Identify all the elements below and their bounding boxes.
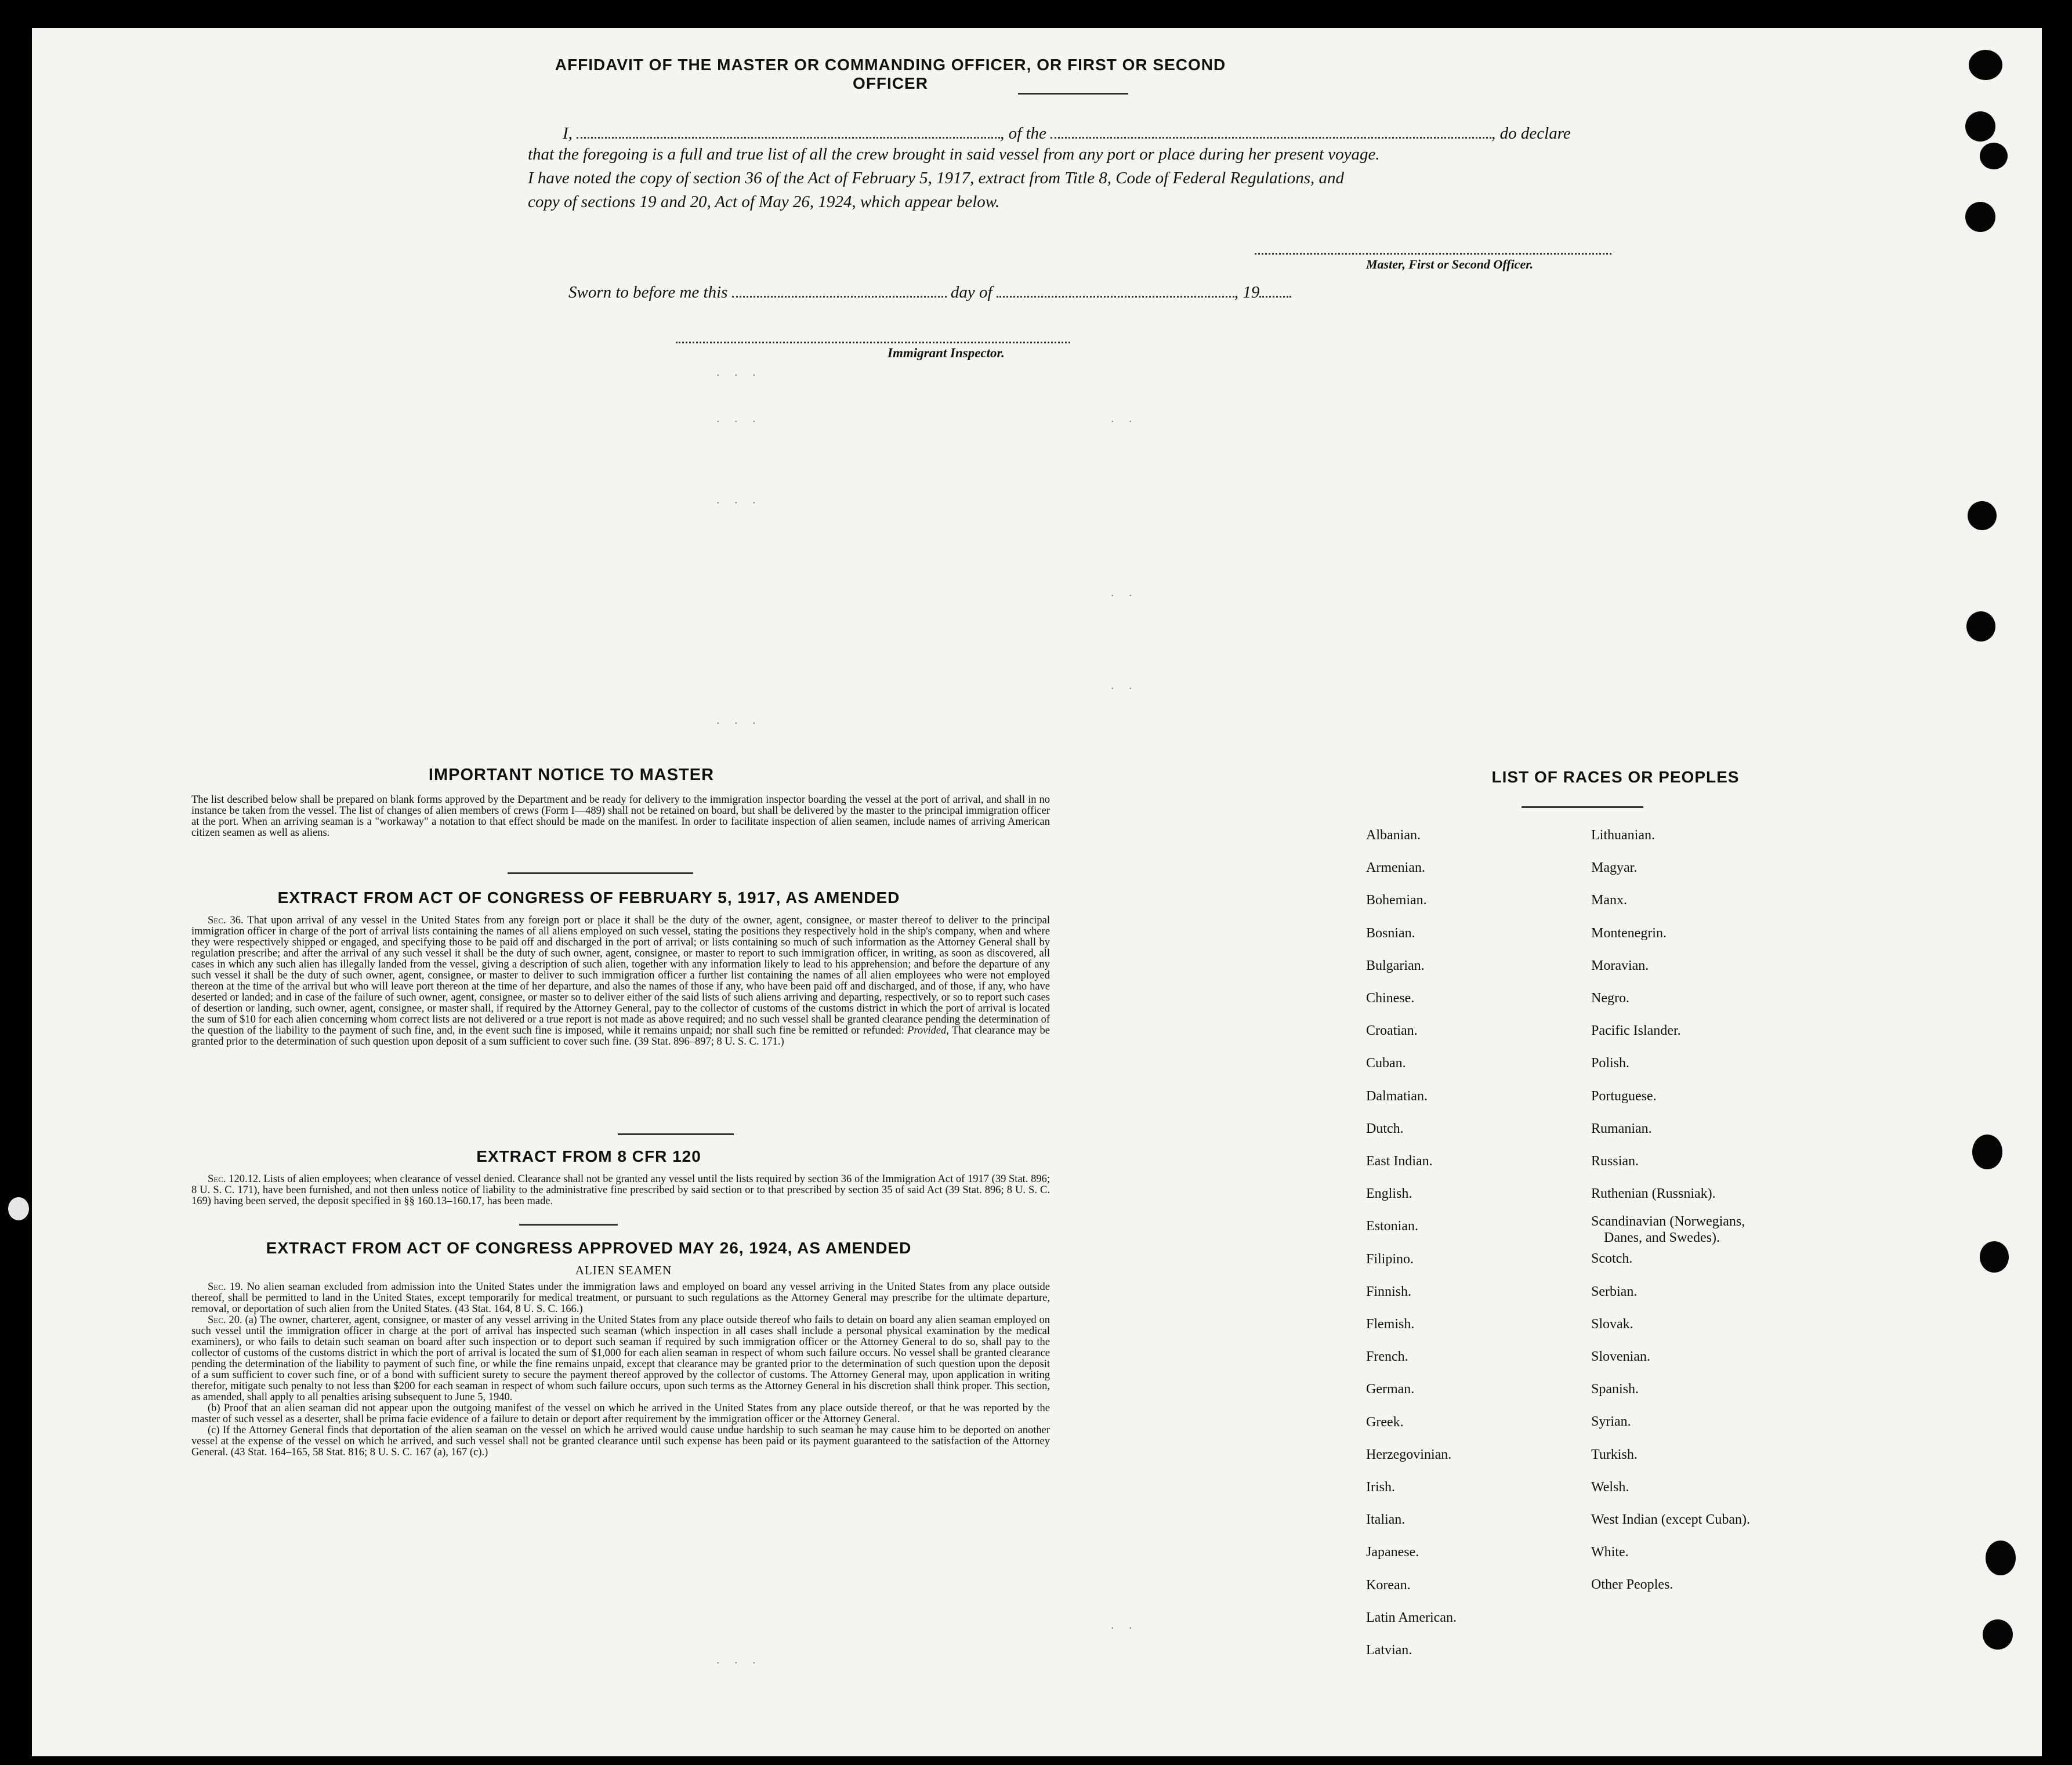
sworn-year-label: , 19 xyxy=(1234,283,1260,302)
race-item: Manx. xyxy=(1591,893,1627,908)
race-item: Slovenian. xyxy=(1591,1349,1650,1365)
race-item: Finnish. xyxy=(1366,1284,1412,1299)
race-item: Serbian. xyxy=(1591,1284,1638,1299)
race-item: Latin American. xyxy=(1366,1610,1457,1625)
punch-hole xyxy=(1965,111,1995,142)
race-item: Italian. xyxy=(1366,1512,1406,1528)
race-item: Montenegrin. xyxy=(1591,925,1667,941)
race-item: Dutch. xyxy=(1366,1121,1404,1136)
race-item: Pacific Islander. xyxy=(1591,1023,1681,1039)
race-item: Bosnian. xyxy=(1366,925,1415,941)
race-item: Polish. xyxy=(1591,1056,1630,1071)
race-item: Bohemian. xyxy=(1366,893,1427,908)
race-item: Turkish. xyxy=(1591,1447,1638,1462)
race-item: Rumanian. xyxy=(1591,1121,1652,1136)
sec-36-label: Sec. 36. xyxy=(208,915,244,926)
race-item: French. xyxy=(1366,1349,1408,1365)
declare-label: , do declare xyxy=(1491,124,1571,143)
race-item-scandinavian xyxy=(1591,1210,1750,1246)
punch-hole xyxy=(1972,1135,2002,1169)
sec-20a-paragraph xyxy=(191,1315,1050,1403)
races-column-1 xyxy=(1366,819,1457,1666)
scandinavian-line-2: Danes, and Swedes). xyxy=(1604,1230,1720,1246)
show-through-dots-2: . . . xyxy=(716,411,762,425)
punch-hole xyxy=(1983,1619,2013,1650)
declarant-prefix: I, xyxy=(563,124,573,143)
declaration-line-4: copy of sections 19 and 20, Act of May 26, 1924, which appear below. xyxy=(528,193,1000,211)
scandinavian-line-1: Scandinavian (Norwegians, xyxy=(1591,1214,1745,1230)
race-item: Spanish. xyxy=(1591,1382,1639,1397)
race-item: Other Peoples. xyxy=(1591,1577,1673,1593)
race-item: Flemish. xyxy=(1366,1317,1415,1332)
provided-word: Provided, xyxy=(907,1025,949,1036)
show-through-dots-1: . . . xyxy=(716,364,762,379)
race-item: Moravian. xyxy=(1591,958,1649,973)
declaration-line-2: that the foregoing is a full and true list of all the crew brought in said vessel from any port or place during her present voyage. xyxy=(528,145,1380,164)
sworn-date-field[interactable] xyxy=(732,280,947,298)
alien-seamen-subheading: ALIEN SEAMEN xyxy=(575,1263,672,1277)
race-item: Portuguese. xyxy=(1591,1088,1657,1104)
race-item: Cuban. xyxy=(1366,1056,1406,1071)
sworn-line xyxy=(568,280,1291,302)
race-item: Irish. xyxy=(1366,1480,1395,1495)
sec-19-label: Sec. 19. xyxy=(208,1281,244,1293)
race-item: White. xyxy=(1591,1545,1629,1560)
race-item: Greek. xyxy=(1366,1414,1404,1430)
extract-1924-body xyxy=(191,1282,1050,1458)
race-item: Syrian. xyxy=(1591,1414,1631,1430)
vessel-name-field[interactable] xyxy=(1051,121,1491,139)
affidavit-heading: AFFIDAVIT OF THE MASTER OR COMMANDING OFFICER, OR FIRST OR SECOND OFFICER xyxy=(555,56,1226,92)
form-page xyxy=(32,28,2042,1756)
race-item: English. xyxy=(1366,1186,1412,1202)
race-item: Japanese. xyxy=(1366,1545,1419,1560)
of-the-label: , of the xyxy=(1000,124,1046,143)
show-through-dots-3: . . . xyxy=(716,492,762,506)
sec-19-text: No alien seaman excluded from admission into the United States under the immigration laws and employed on board any vessel arriving in the United States from any place outside thereof, shall be permitted to land in the United States, except temporarily for medical treatment, or pursuant to such regulations as the Attorney General may prescribe for the ultimate departure, removal, or deportation of such alien from the United States. (43 Stat. 164, 8 U. S. C. 166.) xyxy=(191,1281,1050,1315)
sec-20-label: Sec. 20. xyxy=(208,1314,242,1326)
race-item: Chinese. xyxy=(1366,991,1415,1006)
extract-1917-body xyxy=(191,915,1050,1048)
sworn-year-field[interactable] xyxy=(1259,280,1291,298)
sec-19-paragraph xyxy=(191,1282,1050,1315)
race-item: Lithuanian. xyxy=(1591,828,1655,843)
declaration-line-3: I have noted the copy of section 36 of the Act of February 5, 1917, extract from Title 8, Code of Federal Regulations, and xyxy=(528,169,1345,187)
race-item: Scotch. xyxy=(1591,1251,1633,1267)
show-through-dots-4: . . . xyxy=(716,712,762,727)
sec-36-text: That upon arrival of any vessel in the United States from any foreign port or place it shall be the duty of the owner, agent, consignee, or master thereof to deliver to the principal immigration officer in charge of the port of arrival lists containing the names of all aliens employed on such vessel, stating the positions they respectively hold in the ship's company, when and where they were respectively shipped or engaged, and specifying those to be paid off and discharged in the port of arrival; or lists containing so much of such information as the Attorney General shall by regulation prescribe; and after the arrival of any such vessel it shall be the duty of such owner, agent, consignee, or master to report to such immigration officer, in writing, as soon as discovered, all cases in which any such alien has illegally landed from the vessel, giving a description of such alien, together with any information likely to lead to his apprehension; and before the departure of any such vessel it shall be the duty of such owner, agent, consignee, or master to deliver to such immigration officer a further list containing the names of all alien employees who were not employed thereon at the time of the arrival but who will leave port thereon at the time of her departure, and also the names of those if any, who have been paid off and discharged, and of those, if any, who have deserted or landed; and in case of the failure of such owner, agent, consignee, or master so to deliver either of the said lists of such aliens arriving and departing, respectively, or so to report such cases of desertion or landing, such owner, agent, consignee, or master shall, if required by the Attorney General, pay to the collector of customs of the customs district in which the port of arrival is located the sum of $10 for each alien concerning whom correct lists are not delivered or a true report is not made as above required; and no such vessel shall be granted clearance pending the determination of the question of the liability to the payment of such fine, and, in the event such fine is imposed, while it remains unpaid; nor shall such fine be remitted or refunded: xyxy=(191,915,1050,1036)
race-item: Croatian. xyxy=(1366,1023,1418,1039)
race-item: Ruthenian (Russniak). xyxy=(1591,1186,1716,1202)
extract-1917-heading: EXTRACT FROM ACT OF CONGRESS OF FEBRUARY 5, 1917, AS AMENDED xyxy=(277,889,900,907)
race-item: German. xyxy=(1366,1382,1415,1397)
punch-hole xyxy=(1968,501,1997,530)
race-item: East Indian. xyxy=(1366,1154,1433,1169)
races-column-2 xyxy=(1591,819,1750,1601)
extract-1917-rule xyxy=(618,1133,734,1135)
left-edge-hole xyxy=(8,1197,29,1220)
notice-rule xyxy=(508,872,693,874)
races-heading: LIST OF RACES OR PEOPLES xyxy=(1491,768,1740,786)
master-signature-line[interactable] xyxy=(1255,253,1611,255)
show-through-dots-6: . . xyxy=(1111,585,1138,599)
punch-hole xyxy=(1965,202,1995,232)
race-item: Dalmatian. xyxy=(1366,1088,1428,1104)
extract-cfr-body xyxy=(191,1174,1050,1207)
sec-20c-paragraph: (c) If the Attorney General finds that deportation of the alien seaman on the vessel on which he arrived would cause undue hardship to such seaman he may cause him to be deported on another vessel at the expense of the vessel on which he arrived, and such vessel shall not be granted clearance until such expense has been paid or its payment guaranteed to the satisfaction of the Attorney General. (43 Stat. 164–165, 58 Stat. 816; 8 U. S. C. 167 (a), 167 (c).) xyxy=(191,1425,1050,1458)
race-item: Armenian. xyxy=(1366,860,1425,876)
show-through-dots-8: . . xyxy=(1111,1617,1138,1632)
race-item: Negro. xyxy=(1591,991,1629,1006)
show-through-dots-5: . . xyxy=(1111,411,1138,425)
extract-1924-heading: EXTRACT FROM ACT OF CONGRESS APPROVED MAY 26, 1924, AS AMENDED xyxy=(266,1239,912,1257)
race-item: Estonian. xyxy=(1366,1219,1418,1234)
master-signature-label: Master, First or Second Officer. xyxy=(1366,257,1534,271)
race-item: Bulgarian. xyxy=(1366,958,1425,973)
race-item: Magyar. xyxy=(1591,860,1638,876)
extract-cfr-rule xyxy=(519,1224,618,1226)
sec-120-label: Sec. 120.12. xyxy=(208,1173,261,1185)
punch-hole xyxy=(1969,50,2002,80)
sec-20a-text: (a) The owner, charterer, agent, consignee, or master of any vessel arriving in the United States from any place outside thereof who fails to detain on board any alien seaman employed on such vessel until the immigration officer in charge at the port of arrival has inspected such seaman (which inspection in all cases shall include a personal physical examination by the medical examiners), or who fails to detain such seaman on board after such inspection or to deport such seaman if required by such immigration officer or the Attorney General to do so, shall pay to the collector of customs of the customs district in which the port of arrival is located the sum of $1,000 for each alien seaman in respect of whom such failure occurs. No vessel shall be granted clearance pending the determination of the liability to payment of such fine, or while the fine remains unpaid, except that clearance may be granted prior to the determination of such question upon the deposit of a sum sufficient to cover such fine, or of a bond with sufficient surety to secure the payment thereof approved by the collector of customs. The Attorney General may, upon application in writing therefor, mitigate such penalty to not less than $200 for each seaman in respect of whom such failure occurs, upon such terms as the Attorney General in his discretion shall think proper. This section, as amended, shall apply to all penalties arising subsequent to June 5, 1940. xyxy=(191,1314,1051,1403)
sec-36-text-end: That clearance may be granted prior to the determination of such question upon deposit of a sum sufficient to cover such fine. (39 Stat. 896–897; 8 U. S. C. 171.) xyxy=(191,1025,1051,1048)
race-item: Russian. xyxy=(1591,1154,1639,1169)
affidavit-heading-rule xyxy=(1018,93,1128,95)
show-through-dots-7: . . xyxy=(1111,677,1138,692)
extract-cfr-heading: EXTRACT FROM 8 CFR 120 xyxy=(476,1147,701,1165)
race-item: Albanian. xyxy=(1366,828,1421,843)
declarant-name-field[interactable] xyxy=(577,121,1000,139)
punch-hole xyxy=(1980,1241,2009,1273)
declaration-line-1 xyxy=(563,121,1653,143)
sec-20b-paragraph: (b) Proof that an alien seaman did not appear upon the outgoing manifest of the vessel on which he arrived in the United States from any place outside thereof, or that he was reported by the master of such vessel as a deserter, shall be prima facie evidence of a failure to detain or deport after requirement by the immigration officer or the Attorney General. xyxy=(191,1402,1050,1425)
punch-hole xyxy=(1986,1541,2016,1575)
races-heading-rule xyxy=(1522,806,1643,808)
punch-hole xyxy=(1980,143,2008,169)
sec-120-text: Lists of alien employees; when clearance of vessel denied. Clearance shall not be granted any vessel until the lists required by section 36 of the Immigration Act of 1917 (39 Stat. 896; 8 U. S. C. 171), have been furnished, and not then unless notice of liability to the administrative fine prescribed by said section or to that prescribed by section 35 of said Act (39 Stat. 896; 8 U. S. C. 169) having been served, the deposit specified in §§ 160.13–160.17, has been made. xyxy=(191,1173,1050,1207)
race-item: Filipino. xyxy=(1366,1251,1414,1267)
race-item: West Indian (except Cuban). xyxy=(1591,1512,1750,1528)
race-item: Welsh. xyxy=(1591,1479,1629,1495)
punch-hole xyxy=(1966,611,1995,642)
sworn-prefix: Sworn to before me this xyxy=(568,283,728,302)
race-item: Korean. xyxy=(1366,1577,1411,1593)
race-item: Herzegovinian. xyxy=(1366,1447,1452,1462)
race-item: Slovak. xyxy=(1591,1316,1633,1332)
inspector-label: Immigrant Inspector. xyxy=(888,346,1005,360)
notice-heading: IMPORTANT NOTICE TO MASTER xyxy=(428,766,715,784)
inspector-signature-line[interactable] xyxy=(676,342,1070,343)
sworn-month-field[interactable] xyxy=(997,280,1234,298)
notice-body: The list described below shall be prepared on blank forms approved by the Department and be ready for delivery to the immigration inspector boarding the vessel at the port of arrival, and shall in no instance be taken from the vessel. The list of changes of alien members of crews (Form I—489) shall not be retained on board, but shall be delivered by the master to the principal immigration officer at the port. When an arriving seaman is a "workaway" a notation to that effect should be made on the manifest. In order to facilitate inspection of alien seamen, include names of arriving American citizen seamen as well as aliens. xyxy=(191,794,1050,839)
race-item: Latvian. xyxy=(1366,1643,1412,1658)
sworn-day-label: day of xyxy=(950,283,992,302)
show-through-dots-9: . . . xyxy=(716,1652,762,1666)
